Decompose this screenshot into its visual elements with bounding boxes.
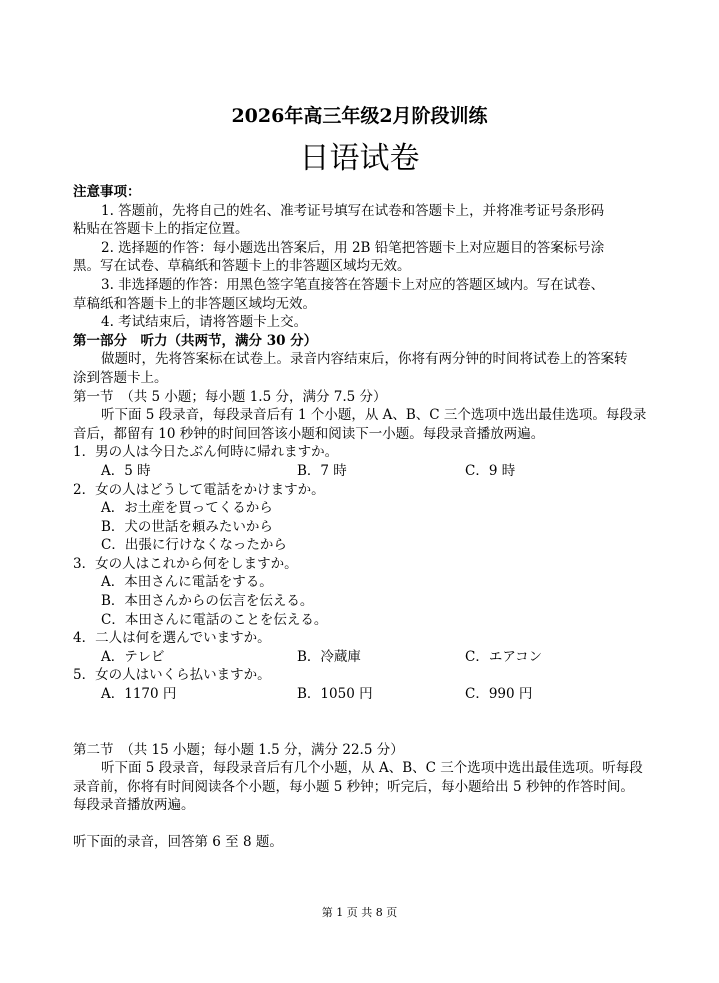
page-number: 第 1 页 共 8 页 xyxy=(321,906,398,919)
spacer xyxy=(73,815,653,833)
question-4-options xyxy=(73,648,653,667)
section2-intro-line: 每段录音播放两遍。 xyxy=(73,797,195,814)
notice-line: 3. 非选择题的作答：用黑色签字笔直接答在答题卡上对应的答题区域内。写在试卷、 xyxy=(101,276,605,293)
notice-line: 草稿纸和答题卡上的非答题区域均无效。 xyxy=(73,295,316,312)
question-2: 2．女の人はどうして電話をかけますか。 xyxy=(73,481,325,498)
notice-heading: 注意事项： xyxy=(73,184,141,200)
question-1-options xyxy=(73,462,653,481)
question-5-options xyxy=(73,685,653,704)
section2-intro-line: 听下面 5 段录音，每段录音后有几个小题，从 A、B、C 三个选项中选出最佳选项。听每段 xyxy=(101,760,643,777)
option-b: B．犬の世話を頼みたいから xyxy=(101,518,273,535)
spacer xyxy=(73,704,653,741)
option-a: A．本田さんに電話をする。 xyxy=(101,574,273,591)
part1-intro-line: 涂到答题卡上。 xyxy=(73,369,168,386)
option-b: B．冷蔵庫 xyxy=(297,648,361,665)
section1-heading: 第一节 （共 5 小题；每小题 1.5 分，满分 7.5 分） xyxy=(73,388,387,405)
part1-heading: 第一部分 听力（共两节，满分 30 分） xyxy=(73,332,318,349)
exam-title: 2026年高三年级2月阶段训练 xyxy=(231,105,488,127)
option-a: A．テレビ xyxy=(101,648,165,665)
notice-line: 2. 选择题的作答：每小题选出答案后，用 2B 铅笔把答题卡上对应题目的答案标号涂 xyxy=(101,239,605,256)
option-b: B．7 時 xyxy=(297,462,347,479)
option-a: A．5 時 xyxy=(101,462,151,479)
exam-subtitle: 日语试卷 xyxy=(299,141,420,176)
part1-intro-line: 做题时，先将答案标在试卷上。录音内容结束后，你将有两分钟的时间将试卷上的答案转 xyxy=(101,351,628,368)
notice-line: 黑。写在试卷、草稿纸和答题卡上的非答题区域均无效。 xyxy=(73,258,411,275)
section1-intro-line: 音后，都留有 10 秒钟的时间回答该小题和阅读下一小题。每段录音播放两遍。 xyxy=(73,425,545,442)
notice-line: 粘贴在答题卡上的指定位置。 xyxy=(73,221,249,238)
option-c: C．本田さんに電話のことを伝える。 xyxy=(101,611,328,628)
section2-intro-line: 录音前，你将有时间阅读各个小题，每小题 5 秒钟；听完后，每小题给出 5 秒钟的作答时间。 xyxy=(73,778,634,795)
notice-line: 1. 答题前，先将自己的姓名、准考证号填写在试卷和答题卡上，并将准考证号条形码 xyxy=(101,202,605,219)
question-3: 3．女の人はこれから何をしますか。 xyxy=(73,555,298,572)
option-c: C．エアコン xyxy=(465,648,543,665)
question-1: 1．男の人は今日たぶん何時に帰れますか。 xyxy=(73,444,339,461)
section2-prompt: 听下面的录音，回答第 6 至 8 题。 xyxy=(73,834,283,850)
option-b: B．本田さんからの伝言を伝える。 xyxy=(101,593,314,610)
option-a: A．お土産を買ってくるから xyxy=(101,500,273,517)
section2-heading: 第二节 （共 15 小题；每小题 1.5 分，满分 22.5 分） xyxy=(73,741,404,758)
option-b: B．1050 円 xyxy=(297,686,373,703)
option-c: C．9 時 xyxy=(465,462,516,479)
notice-line: 4. 考试结束后，请将答题卡上交。 xyxy=(101,314,308,331)
option-a: A．1170 円 xyxy=(101,686,177,703)
exam-content xyxy=(73,183,653,852)
option-c: C．990 円 xyxy=(465,686,533,703)
section1-intro-line: 听下面 5 段录音，每段录音后有 1 个小题，从 A、B、C 三个选项中选出最佳选项。每段录 xyxy=(101,407,647,424)
question-4: 4．二人は何を選んでいますか。 xyxy=(73,630,271,647)
option-c: C．出張に行けなくなったから xyxy=(101,537,287,554)
question-5: 5．女の人はいくら払いますか。 xyxy=(73,667,271,684)
